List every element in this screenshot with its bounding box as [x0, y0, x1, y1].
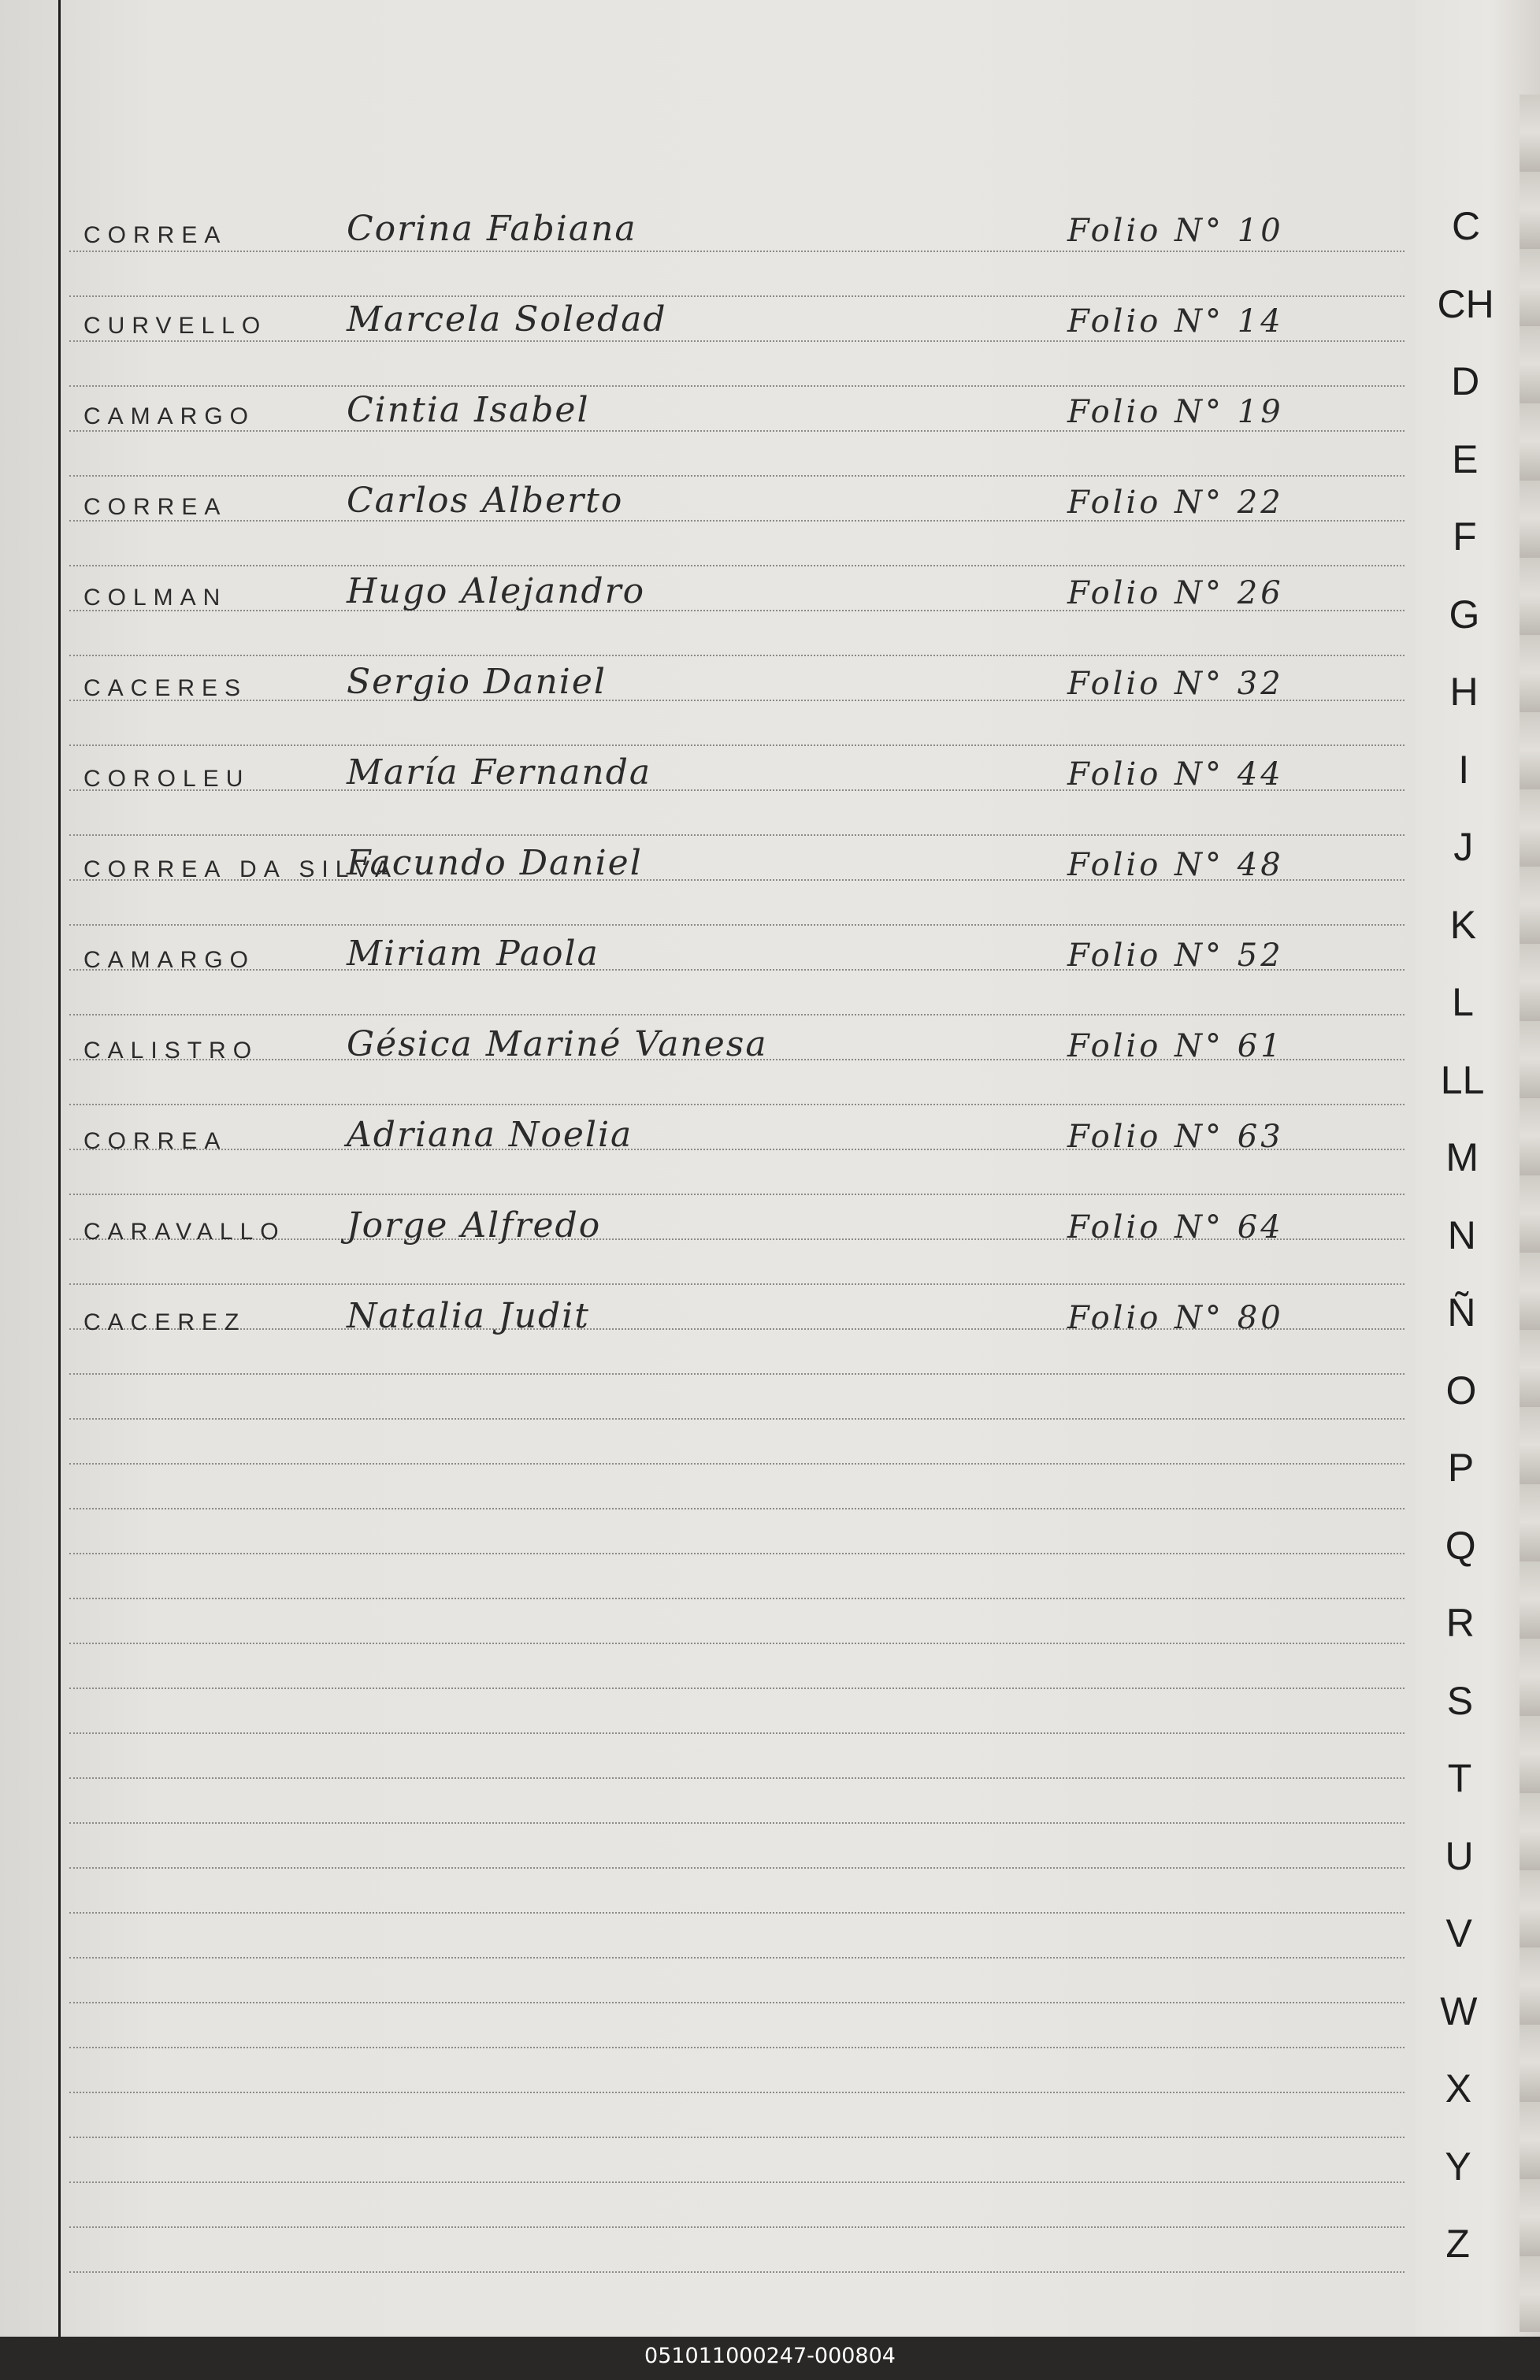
entry-folio: Folio N° 80 — [1067, 1300, 1284, 1336]
entry-given: Gésica Mariné Vanesa — [347, 1024, 768, 1064]
alphabet-tab[interactable]: D — [1451, 359, 1480, 403]
ruled-line — [69, 1508, 1405, 1509]
entry-surname: CORREA — [83, 1128, 228, 1154]
ruled-line — [69, 1912, 1405, 1914]
entry-folio: Folio N° 14 — [1067, 303, 1284, 340]
alphabet-tab[interactable]: X — [1445, 2066, 1472, 2111]
ruled-line — [69, 924, 1405, 926]
list-item — [0, 839, 1418, 886]
entry-folio: Folio N° 64 — [1067, 1209, 1284, 1246]
alphabet-tab[interactable]: P — [1447, 1446, 1475, 1490]
entry-given: Natalia Judit — [347, 1296, 590, 1336]
alphabet-tab[interactable]: N — [1447, 1212, 1476, 1257]
entry-folio: Folio N° 22 — [1067, 485, 1284, 521]
entry-given: Marcela Soledad — [347, 299, 667, 340]
list-item — [0, 930, 1418, 977]
ruled-line — [69, 1463, 1405, 1465]
ruled-line — [69, 2047, 1405, 2048]
alphabet-tab[interactable]: C — [1451, 204, 1481, 248]
ruled-line — [69, 1867, 1405, 1869]
ruled-line — [69, 2092, 1405, 2093]
ruled-line — [69, 2271, 1405, 2273]
alphabet-tab[interactable]: U — [1445, 1833, 1474, 1878]
entry-given: Carlos Alberto — [347, 481, 624, 521]
alphabet-tab[interactable]: O — [1445, 1368, 1477, 1413]
alphabet-tab[interactable]: L — [1452, 980, 1474, 1024]
list-item — [0, 1292, 1418, 1339]
alphabet-tab[interactable]: T — [1447, 1756, 1472, 1800]
list-item — [0, 658, 1418, 705]
alphabet-tab[interactable]: H — [1449, 670, 1479, 714]
entry-folio: Folio N° 32 — [1067, 666, 1284, 702]
alphabet-tab[interactable]: G — [1449, 592, 1480, 637]
entry-surname: CACERES — [83, 675, 248, 701]
entry-given: Corina Fabiana — [347, 209, 637, 249]
alphabet-tab[interactable]: K — [1449, 902, 1477, 947]
ruled-line — [69, 1373, 1405, 1375]
ruled-line — [69, 834, 1405, 836]
list-item — [0, 748, 1418, 796]
ruled-line — [69, 1194, 1405, 1195]
ruled-line — [69, 1283, 1405, 1285]
entry-folio: Folio N° 52 — [1067, 938, 1284, 974]
entry-surname: CORREA — [83, 494, 228, 520]
ruled-line — [69, 2226, 1405, 2228]
entry-folio: Folio N° 19 — [1067, 394, 1284, 430]
entry-folio: Folio N° 10 — [1067, 213, 1284, 249]
ruled-line — [69, 2002, 1405, 2003]
ruled-line — [69, 1732, 1405, 1734]
alphabet-tab[interactable]: E — [1452, 436, 1479, 481]
alphabet-tab[interactable]: Q — [1445, 1523, 1476, 1568]
alphabet-tab[interactable]: S — [1446, 1678, 1474, 1723]
alphabet-tab[interactable]: W — [1440, 1988, 1478, 2033]
list-item — [0, 386, 1418, 433]
alphabet-tab[interactable]: I — [1458, 747, 1470, 792]
ruled-line — [69, 2137, 1405, 2138]
list-item — [0, 477, 1418, 524]
entry-given: Adriana Noelia — [347, 1115, 633, 1155]
entry-given: Sergio Daniel — [347, 662, 607, 702]
alphabet-tab[interactable]: J — [1453, 825, 1474, 869]
ruled-line — [69, 1777, 1405, 1779]
alphabet-tab-strip — [1415, 0, 1540, 2337]
entry-folio: Folio N° 48 — [1067, 847, 1284, 883]
entry-given: Cintia Isabel — [347, 390, 590, 430]
entry-surname: CALISTRO — [83, 1038, 259, 1064]
entry-surname: CAMARGO — [83, 947, 256, 973]
entry-given: María Fernanda — [347, 752, 652, 793]
alphabet-tab[interactable]: Z — [1445, 2222, 1470, 2266]
entry-surname: COLMAN — [83, 585, 228, 611]
list-item — [0, 295, 1418, 343]
ruled-line — [69, 1598, 1405, 1599]
list-item — [0, 1020, 1418, 1067]
alphabet-tab[interactable]: F — [1453, 514, 1477, 559]
entry-given: Miriam Paola — [347, 934, 599, 974]
ruled-line — [69, 655, 1405, 656]
entry-given: Hugo Alejandro — [347, 571, 646, 611]
ruled-line — [69, 1643, 1405, 1644]
alphabet-tab[interactable]: LL — [1440, 1057, 1485, 1102]
entry-surname: COROLEU — [83, 766, 250, 792]
entry-surname: CORREA DA SILVA — [83, 856, 398, 882]
document-id: 051011000247-000804 — [644, 2344, 896, 2368]
entry-folio: Folio N° 44 — [1067, 756, 1284, 793]
alphabet-tab[interactable]: Ñ — [1447, 1290, 1476, 1335]
list-item — [0, 1111, 1418, 1158]
entry-given: Facundo Daniel — [347, 843, 643, 883]
list-item — [0, 1201, 1418, 1249]
entry-surname: CORREA — [83, 222, 228, 248]
entry-surname: CURVELLO — [83, 313, 268, 339]
entry-surname: CARAVALLO — [83, 1219, 286, 1245]
ruled-line — [69, 1104, 1405, 1105]
ruled-line — [69, 565, 1405, 566]
entry-surname: CACEREZ — [83, 1309, 247, 1335]
alphabet-tab[interactable]: V — [1445, 1911, 1472, 1955]
ruled-line — [69, 744, 1405, 746]
list-item — [0, 567, 1418, 614]
entry-folio: Folio N° 61 — [1067, 1028, 1284, 1064]
ruled-line — [69, 1014, 1405, 1015]
alphabet-tab[interactable]: CH — [1437, 281, 1494, 326]
ruled-line — [69, 1418, 1405, 1420]
alphabet-tab[interactable]: R — [1445, 1601, 1475, 1645]
alphabet-tab[interactable]: Y — [1445, 2144, 1471, 2189]
ruled-line — [69, 1822, 1405, 1824]
ruled-line — [69, 1688, 1405, 1689]
ruled-line — [69, 1957, 1405, 1959]
alphabet-tab[interactable]: M — [1445, 1135, 1479, 1179]
entry-folio: Folio N° 26 — [1067, 575, 1284, 611]
tab-edge — [1520, 95, 1540, 2332]
entry-given: Jorge Alfredo — [347, 1205, 602, 1246]
entry-surname: CAMARGO — [83, 403, 256, 429]
ruled-line — [69, 1553, 1405, 1554]
entry-folio: Folio N° 63 — [1067, 1119, 1284, 1155]
list-item — [0, 205, 1418, 252]
ruled-line — [69, 2181, 1405, 2183]
